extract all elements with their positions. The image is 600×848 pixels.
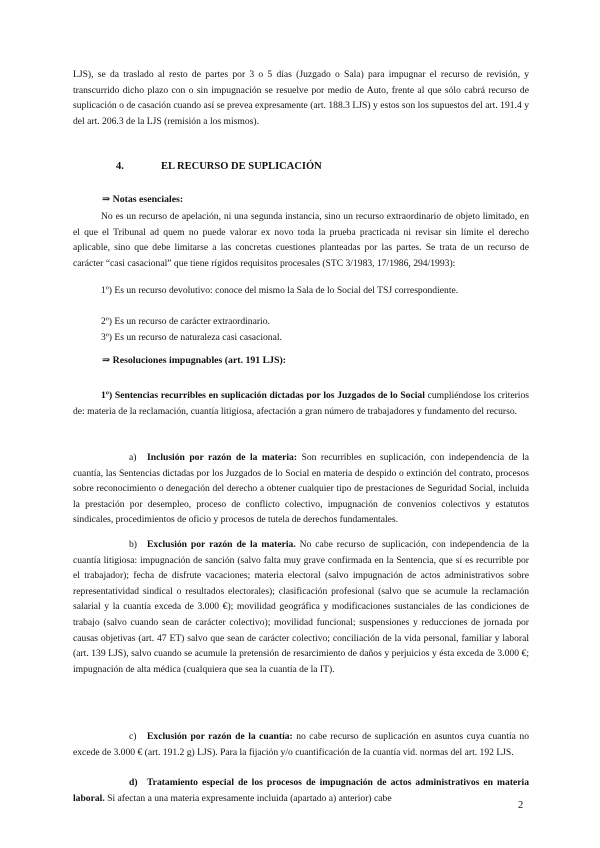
item-a [73,450,529,528]
notas-item-1: 1º) Es un recurso devolutivo: conoce del mismo la Sala de lo Social del TSJ correspondiente. [101,285,459,296]
notas-heading: ⇒ Notas esenciales: [102,194,184,205]
page-number: 2 [518,800,524,811]
notas-item-3: 3º) Es un recurso de naturaleza casi casacional. [101,332,282,343]
section-number: 4. [116,161,124,172]
resoluciones-first-bold: 1º) Sentencias recurribles en suplicación dictadas por los Juzgados de lo Social [101,390,425,401]
item-b-text: No cabe recurso de suplicación, con independencia de la cuantía litigiosa: impugnación de sanción (salvo falta muy grave confirmada en la Sentencia, que sí es recurrible por el trabajador); fecha de disfrute vacaciones; materia electoral (salvo impugnación de actos administrativos sobre representatividad sindical o resultados electorales); clasificación profesional (salvo que se acumule la reclamación salarial y la cuantía exceda de 3.000 €); movilidad geográfica y modificaciones sustanciales de las condiciones de trabajo (salvo cuando sean de carácter colectivo); movilidad funcional; suspensiones y reducciones de jornada por causas objetivas (art. 47 ET) salvo que sean de carácter colectivo; conciliación de la vida personal, familiar y laboral (art. 139 LJS), salvo cuando se acumule la pretensión de resarcimiento de daños y perjuicios y ésta exceda de 3.000 €; impugnación de alta médica (cualquiera que sea la cuantía de la IT). [73,539,529,675]
item-c-text: no cabe recurso de suplicación en asuntos cuya cuantía no excede de 3.000 € (art. 191.2 g) LJS). Para la fijación y/o cuantificación de la cuantía vid. normas del art. 192 LJS. [73,731,529,758]
item-a-text: Son recurribles en suplicación, con independencia de la cuantía, las Sentencias dictadas por los Juzgados de lo Social en materia de despido o extinción del contrato, procesos sobre reconocimiento o denegación del derecho a obtener cualquier tipo de prestaciones de Seguridad Social, incluida la prestación por desempleo, proceso de conflicto colectivo, impugnación de convenios colectivos y estatutos sindicales, procedimientos de oficio y procesos de tutela de derechos fundamentales. [73,452,530,526]
section-heading [116,161,322,172]
item-b-bold: Exclusión por razón de la materia. [147,539,296,550]
item-d-label: d) [129,777,138,788]
item-c [73,729,529,760]
item-c-label: c) [129,731,137,742]
item-d-bold: Tratamiento especial de los procesos de impugnación de actos administrativos en materia laboral. [73,777,529,804]
notas-paragraph: No es un recurso de apelación, ni una segunda instancia, sino un recurso extraordinario de objeto limitado, en el que el Tribunal ad quem no puede valorar ex novo toda la prueba practicada ni revisar sin límite el derecho aplicable, sino que debe limitarse a las concretas cuestiones planteadas por las partes. Se trata de un recurso de carácter “casi casacional” que tiene rígidos requisitos procesales (STC 3/1983, 17/1986, 294/1993): [73,211,529,269]
item-d [73,775,529,806]
item-c-bold: Exclusión por razón de la cuantía: [147,731,293,742]
item-a-label: a) [129,452,137,463]
item-b-label: b) [129,539,137,550]
resoluciones-first-paragraph [73,388,529,419]
item-d-text: Si afectan a una materia expresamente incluida (apartado a) anterior) cabe [104,792,392,804]
intro-paragraph: LJS), se da traslado al resto de partes por 3 o 5 días (Juzgado o Sala) para impugnar el recurso de revisión, y transcurrido dicho plazo con o sin impugnación se resuelve por medio de Auto, frente al que sólo cabrá recurso de suplicación o de casación cuando así se prevea expresamente (art. 188.3 LJS) y estos son los supuestos del art. 191.4 y del art. 206.3 de la LJS (remisión a los mismos). [73,69,529,127]
resoluciones-first-text: cumpliéndose los criterios de: materia de la reclamación, cuantía litigiosa, afectación a gran número de trabajadores y fundamento del recurso. [73,390,529,417]
item-a-bold: Inclusión por razón de la materia: [147,452,298,463]
item-b [73,537,529,677]
resoluciones-heading: ⇒ Resoluciones impugnables (art. 191 LJS): [102,355,287,366]
section-title: EL RECURSO DE SUPLICACIÓN [161,161,322,172]
notas-item-2: 2º) Es un recurso de carácter extraordinario. [101,316,270,327]
